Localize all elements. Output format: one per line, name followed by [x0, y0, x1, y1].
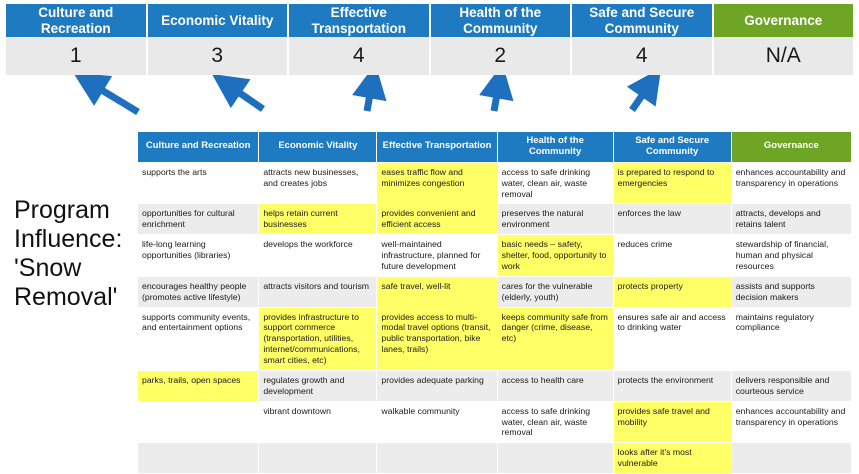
matrix-header-safe-and-secure-community: Safe and Secure Community: [613, 132, 731, 163]
matrix-cell: [731, 443, 851, 474]
matrix-row: [138, 235, 852, 277]
matrix-cell: well-maintained infrastructure, planned for future development: [377, 235, 497, 277]
matrix-cell: provides safe travel and mobility: [613, 401, 731, 443]
matrix-row: [138, 401, 852, 443]
matrix-cell: attracts visitors and tourism: [259, 276, 377, 307]
matrix-cell: encourages healthy people (promotes active lifestyle): [138, 276, 259, 307]
matrix-cell: is prepared to respond to emergencies: [613, 162, 731, 204]
matrix-cell: vibrant downtown: [259, 401, 377, 443]
matrix-cell: safe travel, well-lit: [377, 276, 497, 307]
arrow-safe-and-secure-community: [632, 84, 650, 110]
header-cell-safe-and-secure-community: Safe and Secure Community: [572, 4, 714, 37]
header-cell-economic-vitality: Economic Vitality: [148, 4, 290, 37]
matrix-cell: delivers responsible and courteous service: [731, 370, 851, 401]
matrix-row: [138, 443, 852, 474]
matrix-cell: attracts, develops and retains talent: [731, 204, 851, 235]
matrix-cell: [138, 443, 259, 474]
matrix-header-governance: Governance: [731, 132, 851, 163]
matrix-cell: [377, 443, 497, 474]
matrix-cell: preserves the natural environment: [497, 204, 613, 235]
matrix-header-economic-vitality: Economic Vitality: [259, 132, 377, 163]
matrix-cell: parks, trails, open spaces: [138, 370, 259, 401]
score-health-of-the-community: 2: [431, 37, 573, 75]
matrix-cell: protects the environment: [613, 370, 731, 401]
matrix-header-culture-and-recreation: Culture and Recreation: [138, 132, 259, 163]
program-influence-caption: Program Influence: 'Snow Removal': [14, 196, 123, 311]
matrix-cell: opportunities for cultural enrichment: [138, 204, 259, 235]
matrix-row: [138, 307, 852, 370]
matrix-cell: protects property: [613, 276, 731, 307]
matrix-cell: [497, 443, 613, 474]
matrix-header-row: [138, 132, 852, 163]
score-band: [6, 37, 853, 75]
arrow-health-of-the-community: [494, 83, 499, 111]
matrix-cell: maintains regulatory compliance: [731, 307, 851, 370]
arrow-effective-transportation: [367, 83, 372, 111]
matrix-cell: regulates growth and development: [259, 370, 377, 401]
matrix-cell: develops the workforce: [259, 235, 377, 277]
matrix-row: [138, 162, 852, 204]
matrix-cell: walkable community: [377, 401, 497, 443]
score-effective-transportation: 4: [289, 37, 431, 75]
header-cell-culture-and-recreation: Culture and Recreation: [6, 4, 148, 37]
matrix-cell: keeps community safe from danger (crime, disease, etc): [497, 307, 613, 370]
matrix-cell: helps retain current businesses: [259, 204, 377, 235]
matrix-cell: supports the arts: [138, 162, 259, 204]
score-economic-vitality: 3: [148, 37, 290, 75]
matrix-cell: access to health care: [497, 370, 613, 401]
matrix-cell: provides convenient and efficient access: [377, 204, 497, 235]
matrix-cell: looks after it's most vulnerable: [613, 443, 731, 474]
arrow-economic-vitality: [228, 85, 263, 109]
matrix-cell: enhances accountability and transparency in operations: [731, 162, 851, 204]
header-cell-health-of-the-community: Health of the Community: [431, 4, 573, 37]
matrix-cell: access to safe drinking water, clean air, waste removal: [497, 401, 613, 443]
matrix-header-effective-transportation: Effective Transportation: [377, 132, 497, 163]
arrow-culture-and-recreation: [90, 83, 138, 112]
matrix-cell: provides infrastructure to support commerce (transportation, utilities, internet/communications, smart cities, etc): [259, 307, 377, 370]
matrix-cell: [259, 443, 377, 474]
matrix-cell: [138, 401, 259, 443]
matrix-cell: enforces the law: [613, 204, 731, 235]
matrix-cell: cares for the vulnerable (elderly, youth): [497, 276, 613, 307]
matrix-cell: attracts new businesses, and creates jobs: [259, 162, 377, 204]
matrix-cell: ensures safe air and access to drinking water: [613, 307, 731, 370]
outcome-attributes-matrix: [137, 131, 852, 474]
score-governance: N/A: [765, 44, 801, 67]
matrix-row: [138, 204, 852, 235]
score-safe-and-secure-community: 4: [572, 37, 714, 75]
arrow-group: [0, 75, 859, 135]
matrix-cell: assists and supports decision makers: [731, 276, 851, 307]
matrix-cell: access to safe drinking water, clean air, waste removal: [497, 162, 613, 204]
header-cell-governance: Governance: [714, 4, 854, 37]
matrix-cell: reduces crime: [613, 235, 731, 277]
matrix-cell: enhances accountability and transparency in operations: [731, 401, 851, 443]
matrix-row: [138, 276, 852, 307]
header-cell-effective-transportation: Effective Transportation: [289, 4, 431, 37]
matrix-cell: stewardship of financial, human and physical resources: [731, 235, 851, 277]
matrix-cell: provides adequate parking: [377, 370, 497, 401]
matrix-cell: basic needs – safety, shelter, food, opportunity to work: [497, 235, 613, 277]
matrix-cell: supports community events, and entertainment options: [138, 307, 259, 370]
matrix-row: [138, 370, 852, 401]
matrix-cell: eases traffic flow and minimizes congestion: [377, 162, 497, 204]
matrix-cell: life-long learning opportunities (libraries): [138, 235, 259, 277]
matrix-header-health-of-the-community: Health of the Community: [497, 132, 613, 163]
matrix-cell: provides access to multi-modal travel options (transit, public transportation, bike lanes, trails): [377, 307, 497, 370]
score-culture-and-recreation: 1: [6, 37, 148, 75]
strategic-outcome-header-band: [6, 4, 853, 37]
